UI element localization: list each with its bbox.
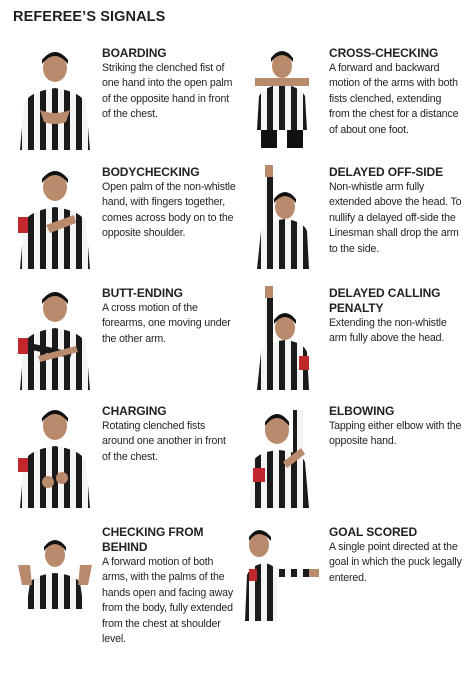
signal-title: CROSS-CHECKING	[329, 46, 439, 60]
referee-photo	[243, 525, 321, 629]
signal-description: Striking the clenched fist of one hand into the open palm of the opposite hand in front of the chest.	[102, 62, 233, 121]
signal-title: ELBOWING	[329, 404, 395, 418]
signal-description: A single point directed at the goal in which the puck legally entered.	[329, 541, 462, 584]
signal-description: Extending the non-whistle arm fully above the head.	[329, 317, 447, 345]
signal-description: Tapping either elbow with the opposite hand.	[329, 420, 462, 448]
signal-title: BODYCHECKING	[102, 165, 200, 179]
referee-photo	[16, 165, 94, 269]
referee-photo	[16, 404, 94, 508]
referee-photo	[16, 46, 94, 150]
referee-photo	[16, 525, 94, 629]
signal-description: A forward and backward motion of the arms with both fists clenched, extending from the chest for a distance of about one foot.	[329, 62, 459, 136]
signal-title: DELAYED OFF-SIDE	[329, 165, 443, 179]
signal-title: DELAYED CALLING PENALTY	[329, 286, 441, 315]
referee-photo	[243, 165, 321, 269]
signal-description: Open palm of the non-whistle hand, with fingers together, comes across body on to the opposite shoulder.	[102, 181, 236, 240]
signal-title: GOAL SCORED	[329, 525, 418, 539]
signal-title: BOARDING	[102, 46, 167, 60]
referee-photo	[243, 404, 321, 508]
referee-photo	[243, 286, 321, 390]
signal-description: A cross motion of the forearms, one moving under the other arm.	[102, 302, 231, 345]
signal-title: CHECKING FROM BEHIND	[102, 525, 204, 554]
signal-description: A forward motion of both arms, with the palms of the hands open and facing away from the body, fully extended from the chest at shoulder level.	[102, 556, 233, 646]
page-title: REFEREE’S SIGNALS	[13, 9, 166, 25]
signal-description: Non-whistle arm fully extended above the head. To nullify a delayed off-side the Linesman shall drop the arm to the side.	[329, 181, 462, 255]
signal-description: Rotating clenched fists around one another in front of the chest.	[102, 420, 226, 463]
referee-photo	[16, 286, 94, 390]
referee-photo	[243, 46, 321, 150]
signal-title: CHARGING	[102, 404, 167, 418]
signal-title: BUTT-ENDING	[102, 286, 183, 300]
